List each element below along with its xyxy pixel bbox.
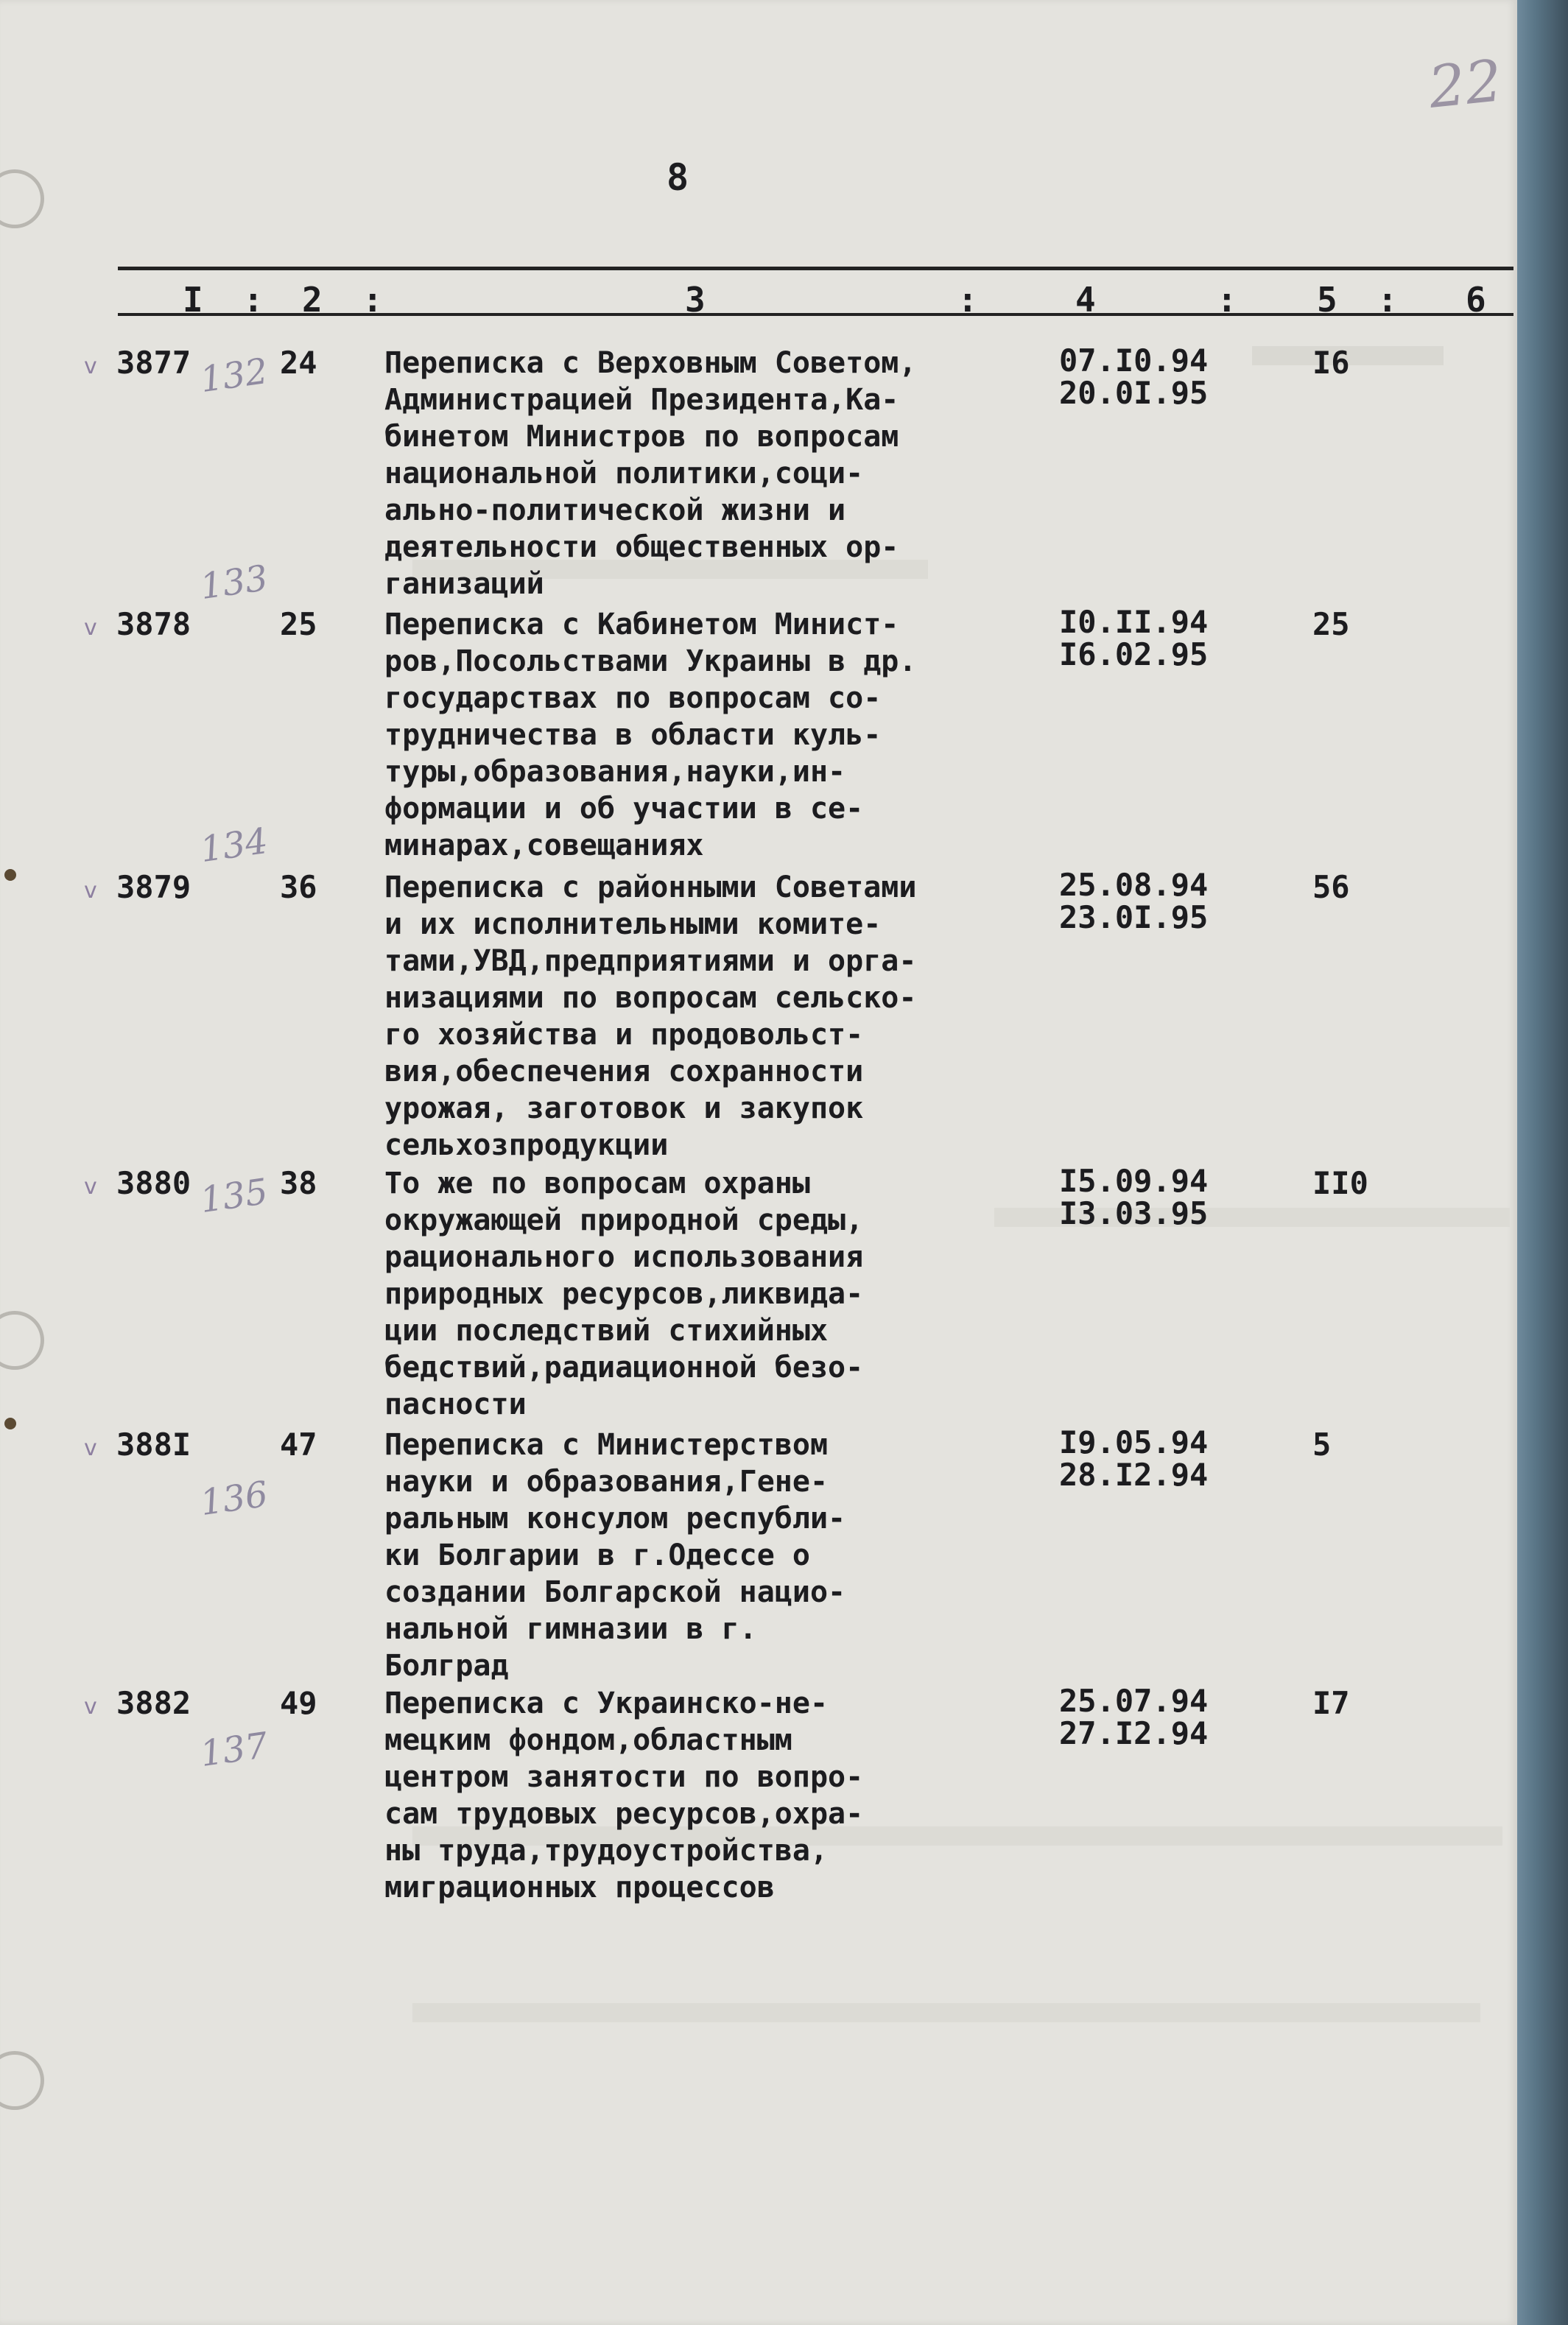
col5-value: II0 — [1312, 1165, 1368, 1201]
header-bottom-rule — [118, 313, 1513, 316]
date-from: 25.08.94 — [1059, 867, 1209, 903]
header-col-3: 3 — [685, 280, 706, 320]
pencil-annotation: 135 — [197, 1170, 271, 1222]
item-number: 3880 — [116, 1165, 191, 1201]
col2-value: 47 — [280, 1427, 317, 1463]
check-mark: v — [84, 354, 97, 379]
punch-hole — [4, 869, 16, 881]
date-from: I0.II.94 — [1059, 604, 1209, 640]
check-mark: v — [84, 1694, 97, 1720]
item-description: Переписка с Министерством науки и образования,Гене- ральным консулом республи- ки Болгарии в г.Одессе о создании Болгарской нацио- нальной гимназии в г. Болград — [384, 1428, 846, 1683]
item-description: Переписка с Украинско-не- мецким фондом,областным центром занятости по вопро- сам трудовых ресурсов,охра- ны труда,трудоустройства, миграционных процессов — [384, 1686, 864, 1904]
item-dates — [1059, 1165, 1208, 1230]
date-to: 20.0I.95 — [1059, 375, 1209, 411]
col2-value: 38 — [280, 1165, 317, 1201]
date-to: 23.0I.95 — [1059, 899, 1209, 935]
pencil-annotation: 136 — [197, 1473, 271, 1524]
item-description: Переписка с Верховным Советом, Администрацией Президента,Ка- бинетом Министров по вопросам национальной политики,соци- ально-политической жизни и деятельности общественных ор- ганизаций — [384, 346, 917, 601]
header-col-6: 6 — [1466, 280, 1486, 320]
show-through — [412, 2003, 1480, 2022]
col2-value: 36 — [280, 869, 317, 905]
check-mark: v — [84, 615, 97, 641]
header-separator: : — [957, 280, 978, 320]
item-dates — [1059, 1685, 1208, 1750]
item-dates — [1059, 1424, 1209, 1493]
item-dates — [1059, 869, 1208, 934]
header-separator: : — [1377, 280, 1398, 320]
col2-value: 25 — [280, 606, 317, 642]
header-top-rule — [118, 267, 1513, 270]
pencil-annotation: 132 — [197, 350, 271, 401]
date-from: 25.07.94 — [1059, 1683, 1209, 1719]
pencil-annotation: 133 — [197, 557, 271, 608]
header-separator: : — [243, 280, 264, 320]
pencil-annotation: 137 — [197, 1724, 271, 1776]
check-mark: v — [84, 1435, 97, 1461]
item-description: Переписка с районными Советами и их исполнительными комите- тами,УВД,предприятиями и орга- низациями по вопросам сельско- го хозяйства и продовольст- вия,обеспечения сохранности урожая, заготовок и закупок сельхозпродукции — [384, 870, 917, 1162]
item-description: Переписка с Кабинетом Минист- ров,Посольствами Украины в др. государствах по вопросам со- трудничества в области куль- туры,образования,науки,ин- формации и об участии в се- минарах,совещаниях — [384, 608, 917, 862]
archive-sheet-number: 22 — [1425, 48, 1505, 122]
item-description: То же по вопросам охраны окружающей природной среды, рационального использования природных ресурсов,ликвида- ции последствий стихийных бедствий,радиационной безо- пасности — [384, 1167, 864, 1421]
item-number: 388I — [116, 1427, 191, 1463]
date-to: I6.02.95 — [1059, 636, 1209, 672]
item-dates — [1059, 342, 1209, 411]
col2-value: 24 — [280, 345, 317, 381]
col5-value: 5 — [1312, 1427, 1332, 1463]
punch-hole — [4, 1418, 16, 1429]
item-number: 3877 — [116, 345, 191, 381]
binder-edge — [1517, 0, 1568, 2325]
col5-value: I7 — [1312, 1685, 1350, 1721]
header-col-1: I — [183, 280, 203, 320]
date-to: 28.I2.94 — [1059, 1457, 1209, 1493]
header-col-2: 2 — [302, 280, 323, 320]
date-from: 07.I0.94 — [1059, 342, 1209, 379]
item-number: 3879 — [116, 869, 191, 905]
page-number: 8 — [667, 156, 689, 199]
pencil-annotation: 134 — [197, 820, 271, 871]
col5-value: I6 — [1312, 345, 1350, 381]
header-col-5: 5 — [1317, 280, 1337, 320]
date-to: I3.03.95 — [1059, 1195, 1209, 1231]
date-from: I5.09.94 — [1059, 1163, 1209, 1199]
col2-value: 49 — [280, 1685, 317, 1721]
header-separator: : — [362, 280, 383, 320]
check-mark: v — [84, 1174, 97, 1200]
item-number: 3878 — [116, 606, 191, 642]
col5-value: 25 — [1312, 606, 1350, 642]
item-number: 3882 — [116, 1685, 191, 1721]
header-separator: : — [1217, 280, 1237, 320]
item-dates — [1059, 606, 1208, 671]
date-to: 27.I2.94 — [1059, 1715, 1209, 1751]
header-col-4: 4 — [1075, 280, 1096, 320]
col5-value: 56 — [1312, 869, 1350, 905]
date-from: I9.05.94 — [1059, 1424, 1209, 1460]
check-mark: v — [84, 878, 97, 904]
